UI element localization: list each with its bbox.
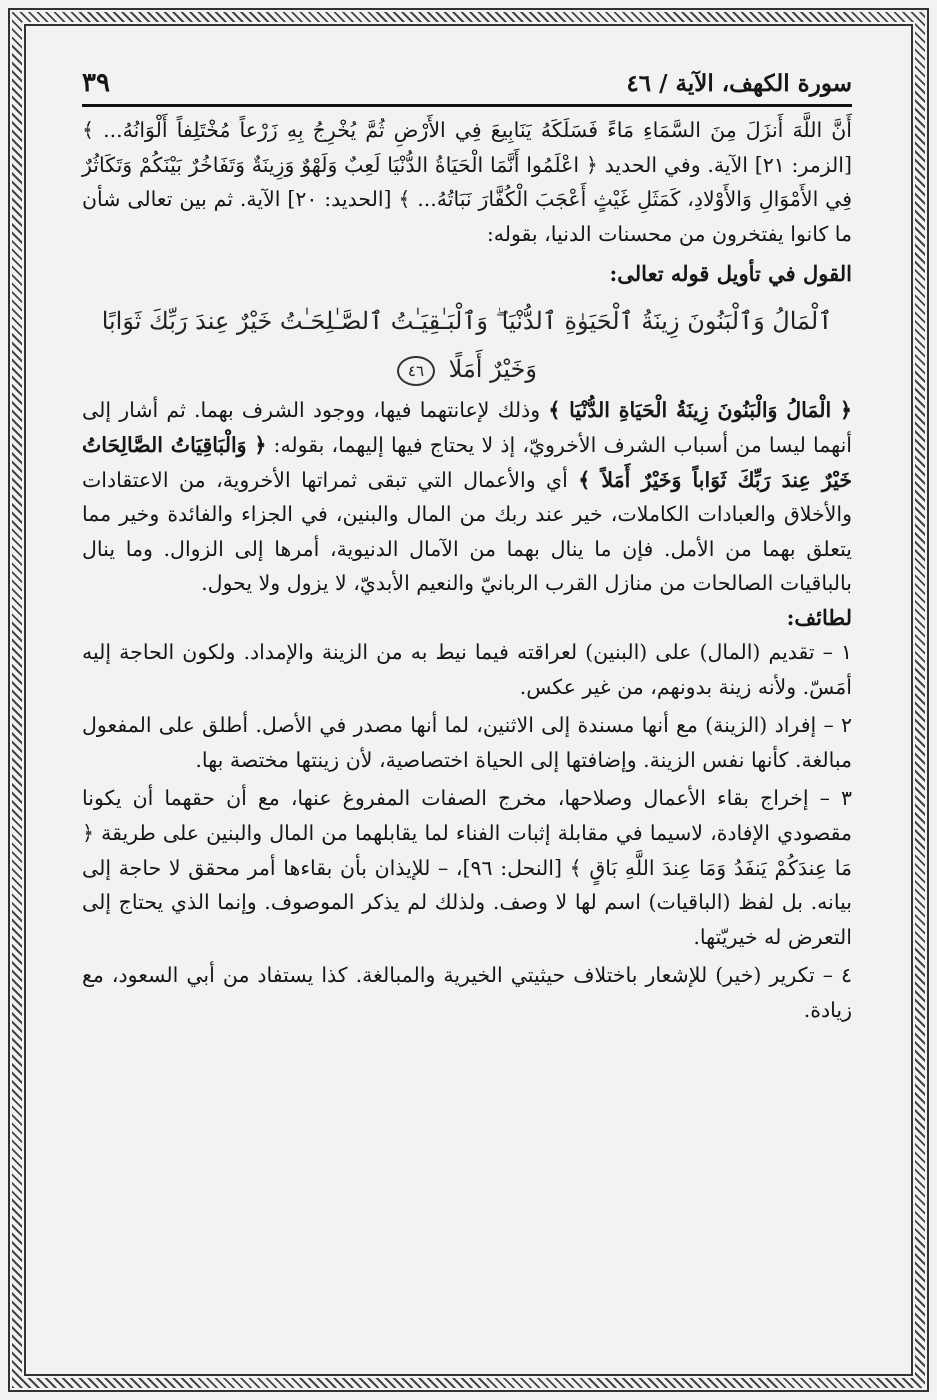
tafsir-quote-1: ﴿ الْمَالُ وَالْبَنُونَ زِينَةُ الْحَيَاةِ الدُّنْيَا ﴾ xyxy=(548,398,852,423)
point-3: ٣ – إخراج بقاء الأعمال وصلاحها، مخرج الصفات المفروغ عنها، مع أن حقهما أن يكونا مقصودي الإفادة، لاسيما في مقابلة إثبات الفناء لما يقابلهما من المال والبنين على طريقة ﴿ مَا عِندَكُمْ يَنفَدُ وَمَا عِندَ اللَّهِ بَاقٍ ﴾ [النحل: ٩٦]، – للإيذان بأن بقاءها أمر محقق لا حاجة إلى بيانه. بل لفظ (الباقيات) اسم لها لا وصف. ولذلك لم يذكر الموصوف. وإنما الذي يحتاج إلى التعرض له خيريّتها. xyxy=(82,786,852,949)
page-number: ٣٩ xyxy=(82,68,110,98)
running-title: سورة الكهف، الآية / ٤٦ xyxy=(626,70,852,97)
quran-verse xyxy=(82,297,852,393)
point-1: ١ – تقديم (المال) على (البنين) لعراقته فيما نيط به من الزينة والإمداد. ولكون الحاجة إليه أمَسّ. ولأنه زينة بدونهم، من غير عكس. xyxy=(82,639,852,699)
tafsir-paragraph xyxy=(82,393,852,601)
point-2: ٢ – إفراد (الزينة) مع أنها مسندة إلى الاثنين، لما أنها مصدر في الأصل. أطلق على المفعول مبالغة. كأنها نفس الزينة. وإضافتها إلى الحياة اختصاصية، لأن زينتها مختصة بها. xyxy=(82,713,852,772)
ayah-number-marker: ٤٦ xyxy=(397,356,435,386)
page-content xyxy=(82,68,852,1027)
quran-verse-line1: ٱلْمَالُ وَٱلْبَنُونَ زِينَةُ ٱلْحَيَوٰةِ ٱلدُّنْيَا ۖ وَٱلْبَـٰقِيَـٰتُ ٱلصَّـٰلِحَـٰتُ خَيْرٌ عِندَ رَبِّكَ ثَوَابًا xyxy=(101,307,833,336)
intro-paragraph: أَنَّ اللَّهَ أَنزَلَ مِنَ السَّمَاءِ مَاءً فَسَلَكَهُ يَنَابِيعَ فِي الأَرْضِ ثُمَّ يُخْرِجُ بِهِ زَرْعاً مُخْتَلِفاً أَلْوَانُهُ... ﴾ [الزمر: ٢١] الآية. وفي الحديد ﴿ اعْلَمُوا أَنَّمَا الْحَيَاةُ الدُّنْيَا لَعِبٌ وَلَهْوٌ وَزِينَةٌ وَتَفَاخُرٌ بَيْنَكُمْ وَتَكَاثُرٌ فِي الأَمْوَالِ وَالأَوْلادِ، كَمَثَلِ غَيْثٍ أَعْجَبَ الْكُفَّارَ نَبَاتُهُ... ﴾ [الحديد: ٢٠] الآية. ثم بين تعالى شأن ما كانوا يفتخرون من محسنات الدنيا، بقوله: xyxy=(82,118,852,246)
quran-verse-line2-wrap xyxy=(82,345,852,393)
page-header xyxy=(82,68,852,107)
tafsir-quote-2: ﴿ وَالْبَاقِيَاتُ الصَّالِحَاتُ خَيْرٌ عِندَ رَبِّكَ ثَوَاباً وَخَيْرٌ أَمَلاً ﴾ xyxy=(82,432,853,492)
tafsir-text-1: وذلك لإعانتهما فيها، ووجود الشرف بهما. ثم أشار إلى أنهما ليسا من أسباب الشرف الأخرويّ، إذ لا يحتاج فيها إليهما، بقوله: xyxy=(82,398,852,457)
book-page xyxy=(8,8,929,1392)
quran-verse-line2: وَخَيْرٌ أَمَلًا xyxy=(448,355,538,384)
latif-heading: لطائف: xyxy=(786,604,852,630)
section-heading: القول في تأويل قوله تعالى: xyxy=(609,261,852,287)
point-4: ٤ – تكرير (خير) للإشعار باختلاف حيثيتي الخيرية والمبالغة. كذا يستفاد من أبي السعود، مع زيادة. xyxy=(82,963,852,1022)
tafsir-text-2: أي والأعمال التي تبقى ثمراتها الأخروية، من الاعتقادات والأخلاق والعبادات الكاملات، خير عند ربك من المال والبنين، في الجزاء والفائدة وخير مما يتعلق بهما من الأمل. فإن ما ينال بهما من الآمال الدنيوية، أمرها إلى الزوال. وما ينال بالباقيات الصالحات من منازل القرب الربانيّ والنعيم الأبديّ، لا يزول ولا يحول. xyxy=(82,467,852,596)
